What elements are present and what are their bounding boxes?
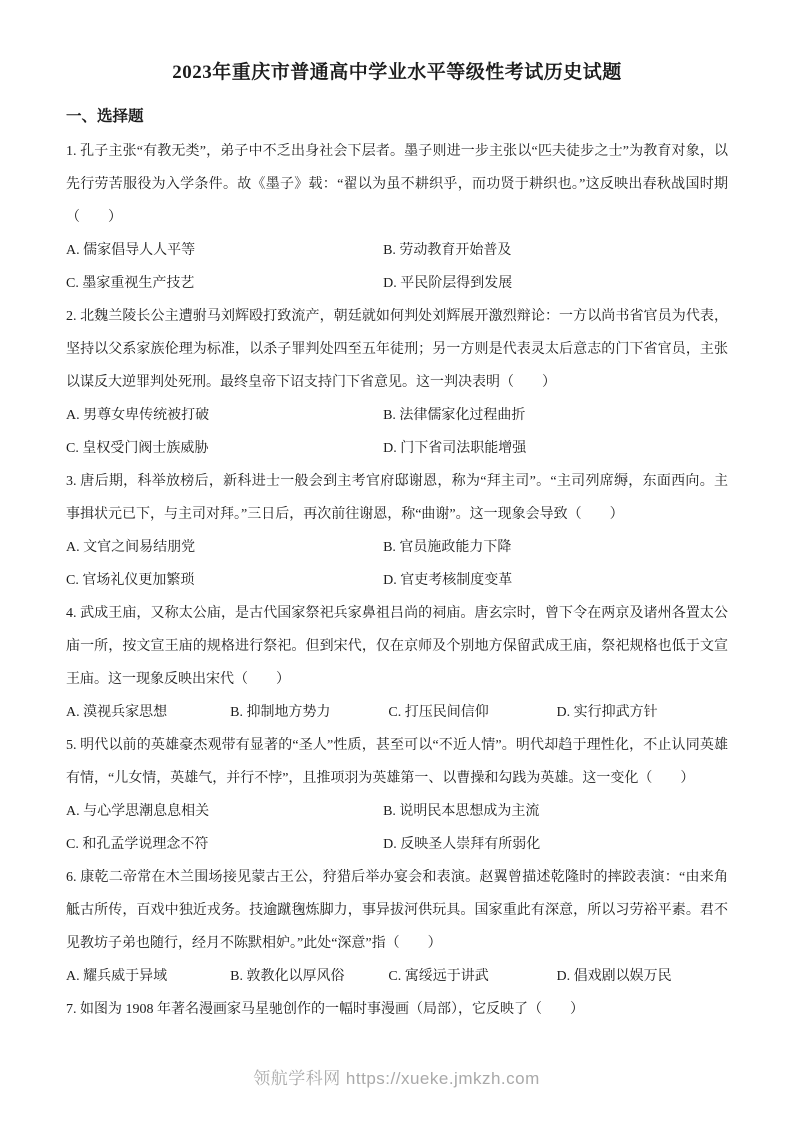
question-stem: 1. 孔子主张“有教无类”，弟子中不乏出身社会下层者。墨子则进一步主张以“匹夫徒步之士”为教育对象，以先行劳苦服役为入学条件。故《墨子》载：“翟以为虽不耕织乎，而功贤于耕织也。”这反映出春秋战国时期（ ）: [66, 144, 728, 225]
option-a: A. 男尊女卑传统被打破: [66, 408, 210, 423]
question-stem: 5. 明代以前的英雄豪杰观带有显著的“圣人”性质，甚至可以“不近人情”。明代却趋于理性化，不止认同英雄有情，“儿女情，英雄气，并行不悖”，且推项羽为英雄第一、以曹操和勾践为英雄。这一变化（ ）: [66, 738, 728, 786]
option-c: C. 和孔孟学说理念不符: [66, 837, 209, 852]
option-a: A. 与心学思潮息息相关: [66, 804, 210, 819]
question-4: [66, 597, 728, 729]
options-group: [66, 234, 728, 300]
options-group: [66, 399, 728, 465]
question-6: [66, 861, 728, 993]
watermark: 领航学科网 https://xueke.jmkzh.com: [253, 1069, 540, 1088]
question-2: [66, 300, 728, 465]
option-a: A. 耀兵威于异域: [66, 969, 168, 984]
option-b: B. 官员施政能力下降: [383, 540, 512, 555]
option-a: A. 漠视兵家思想: [66, 705, 168, 720]
page-title: 2023年重庆市普通高中学业水平等级性考试历史试题: [172, 62, 622, 83]
question-stem: 6. 康乾二帝常在木兰围场接见蒙古王公，狩猎后举办宴会和表演。赵翼曾描述乾隆时的摔跤表演：“由来角觝古所传，百戏中独近戎务。技逾蹴毱炼脚力，事异拔河供玩具。国家重此有深意，所以习劳裕平素。君不见教坊子弟也随行，经月不陈默相妒。”此处“深意”指（ ）: [66, 870, 728, 951]
option-b: B. 抑制地方势力: [230, 705, 331, 720]
option-c: C. 皇权受门阀士族威胁: [66, 441, 209, 456]
question-stem: 2. 北魏兰陵长公主遭驸马刘辉殴打致流产，朝廷就如何判处刘辉展开激烈辩论：一方以尚书省官员为代表，坚持以父系家族伦理为标准，以杀子罪判处四至五年徒刑；另一方则是代表灵太后意志的门下省官员，主张以谋反大逆罪判处死刑。最终皇帝下诏支持门下省意见。这一判决表明（ ）: [66, 309, 728, 390]
option-c: C. 寓绥远于讲武: [388, 969, 489, 984]
option-d: D. 门下省司法职能增强: [383, 441, 527, 456]
option-c: C. 墨家重视生产技艺: [66, 276, 195, 291]
option-b: B. 法律儒家化过程曲折: [383, 408, 526, 423]
question-7: [66, 993, 728, 1026]
options-group: [66, 795, 728, 861]
option-c: C. 官场礼仪更加繁琐: [66, 573, 195, 588]
exam-content: [66, 58, 728, 1026]
option-b: B. 劳动教育开始普及: [383, 243, 512, 258]
option-d: D. 反映圣人崇拜有所弱化: [383, 837, 541, 852]
section-heading: 一、选择题: [66, 108, 144, 125]
option-a: A. 儒家倡导人人平等: [66, 243, 196, 258]
option-d: D. 实行抑武方针: [556, 705, 658, 720]
option-a: A. 文官之间易结朋党: [66, 540, 196, 555]
question-stem: 7. 如图为 1908 年著名漫画家马星驰创作的一幅时事漫画（局部），它反映了（ ）: [66, 1002, 584, 1017]
question-stem: 3. 唐后期，科举放榜后，新科进士一般会到主考官府邸谢恩，称为“拜主司”。“主司列席缛，东面西向。主事揖状元已下，与主司对拜。”三日后，再次前往谢恩，称“曲谢”。这一现象会导致（ ）: [66, 474, 728, 522]
question-5: [66, 729, 728, 861]
option-d: D. 平民阶层得到发展: [383, 276, 513, 291]
options-group: [66, 696, 728, 729]
option-d: D. 官吏考核制度变革: [383, 573, 513, 588]
option-d: D. 倡戏剧以娱万民: [556, 969, 672, 984]
question-1: [66, 135, 728, 300]
option-b: B. 敦教化以厚风俗: [230, 969, 345, 984]
question-stem: 4. 武成王庙，又称太公庙，是古代国家祭祀兵家鼻祖吕尚的祠庙。唐玄宗时，曾下令在两京及诸州各置太公庙一所，按文宣王庙的规格进行祭祀。但到宋代，仅在京师及个别地方保留武成王庙，祭祀规格也低于文宣王庙。这一现象反映出宋代（ ）: [66, 606, 728, 687]
option-c: C. 打压民间信仰: [388, 705, 489, 720]
question-3: [66, 465, 728, 597]
options-group: [66, 960, 728, 993]
option-b: B. 说明民本思想成为主流: [383, 804, 540, 819]
options-group: [66, 531, 728, 597]
